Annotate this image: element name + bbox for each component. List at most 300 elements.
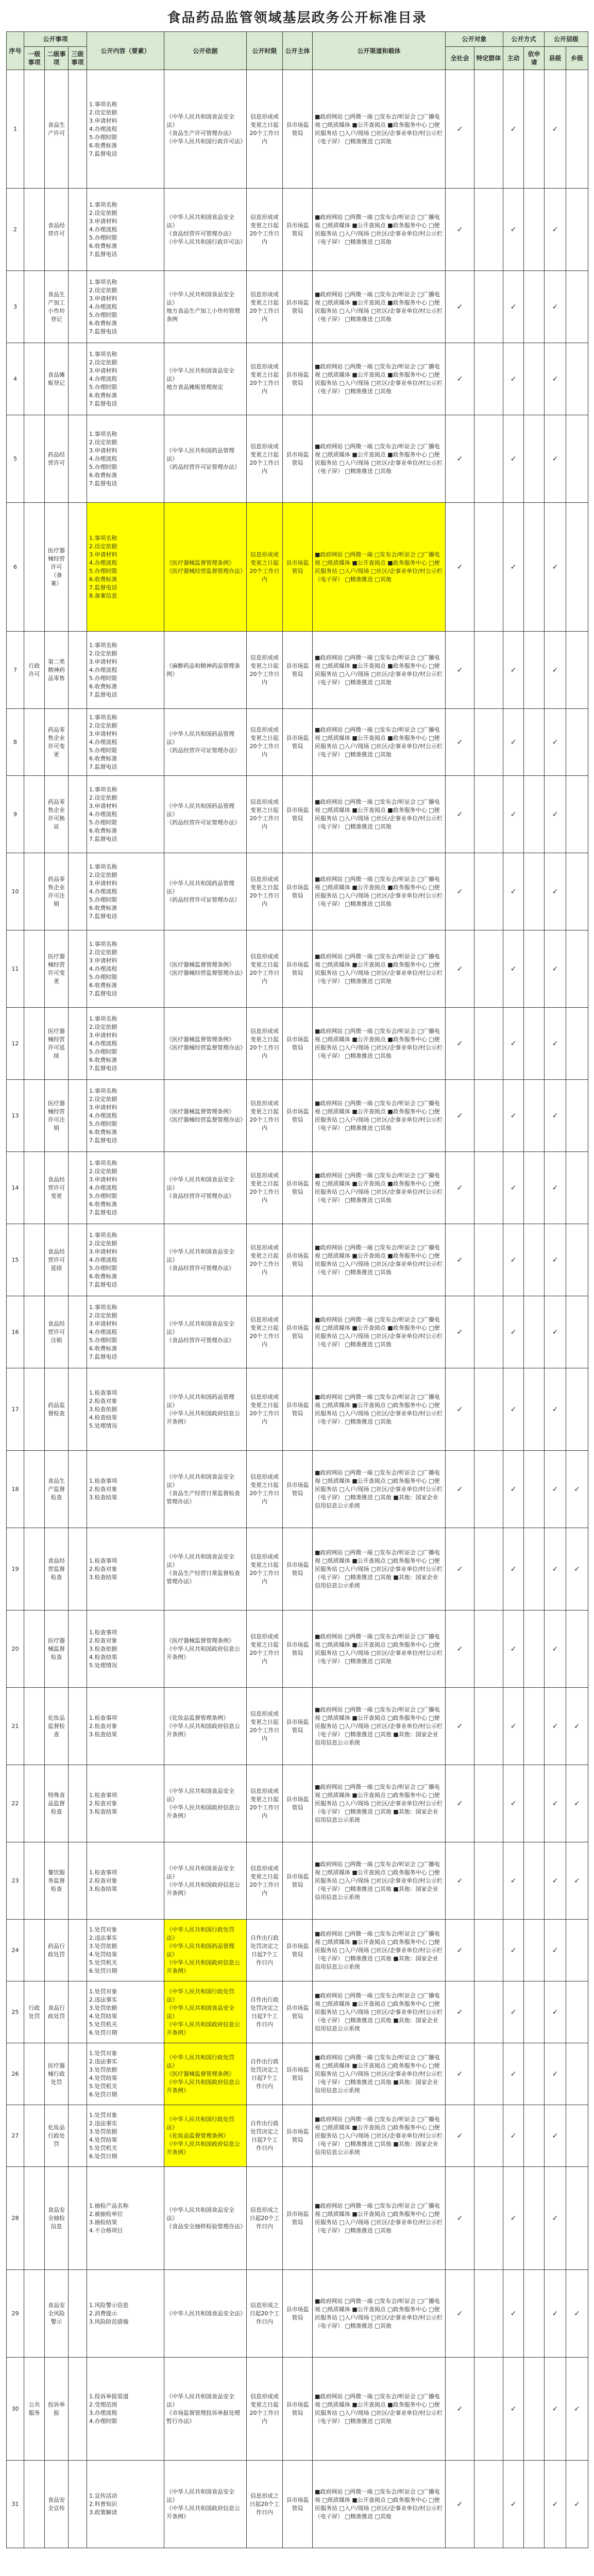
cell-time: 信息形成或变更之日起20个工作日内	[247, 776, 283, 853]
cell-method-apply	[524, 776, 545, 853]
cell-content: 1.事项名称 2.设定依据 3.申请材料 4.办理流程 5.办理时限 6.收费标准 7.监督电话	[87, 632, 164, 709]
cell-item-l2: 食品安全宣传	[45, 2461, 69, 2548]
cell-level-county: ✓	[545, 189, 566, 271]
cell-method-apply	[524, 1688, 545, 1765]
cell-content: 1.检查事项 2.检查对象 3.检查依据 4.检查结果 5.处理情况	[87, 1611, 164, 1688]
cell-item-l1	[24, 1765, 45, 1842]
cell-content: 1.检查事项 2.检查对象 3.检查依据 4.检查结果 5.处理情况	[87, 1368, 164, 1451]
header-method-active: 主动	[503, 47, 524, 70]
cell-level-town	[566, 1981, 588, 2043]
cell-content: 1.抽检产品名称 2.被抽检单位 3.抽检结果 4.不合格项目	[87, 2167, 164, 2270]
cell-obj-specific	[474, 1296, 503, 1368]
cell-subject: 县市场监管局	[283, 2043, 313, 2105]
cell-obj-specific	[474, 776, 503, 853]
table-row	[7, 1981, 588, 2043]
cell-basis: 《中华人民共和国药品管理法》 《药品经营许可证管理办法》	[164, 709, 247, 776]
cell-item-l3	[69, 2105, 87, 2167]
cell-content: 1.事项名称 2.设定依据 3.申请材料 4.办理流程 5.办理时限 6.收费标准 7.监督电话 8.备案信息	[87, 503, 164, 632]
cell-item-l2: 药品行政处罚	[45, 1920, 69, 1981]
cell-basis: 《中华人民共和国食品安全法》 《食品安全抽样检验管理办法》	[164, 2167, 247, 2270]
cell-method-apply	[524, 853, 545, 930]
cell-obj-specific	[474, 2167, 503, 2270]
cell-level-county: ✓	[545, 632, 566, 709]
cell-method-active: ✓	[503, 1688, 524, 1765]
cell-time: 自作出行政处罚决定之日起7个工作日内	[247, 1981, 283, 2043]
cell-item-l2: 医疗器械经营许可变更	[45, 930, 69, 1008]
cell-item-l3	[69, 1152, 87, 1224]
cell-item-l3	[69, 1224, 87, 1296]
cell-time: 信息形成或变更之日起20个工作日内	[247, 1224, 283, 1296]
cell-time: 信息形成之日起20个工作日内	[247, 2167, 283, 2270]
cell-obj-all: ✓	[446, 1368, 474, 1451]
header-item-l1: 一级事项	[24, 47, 45, 70]
cell-method-active: ✓	[503, 632, 524, 709]
cell-basis: 《中华人民共和国食品安全法》 《食品经营许可管理办法》	[164, 1152, 247, 1224]
cell-method-active: ✓	[503, 1765, 524, 1842]
cell-obj-specific	[474, 343, 503, 415]
cell-level-county: ✓	[545, 2461, 566, 2548]
cell-method-apply	[524, 1451, 545, 1528]
cell-item-l2: 药品零售企业许可变更	[45, 709, 69, 776]
cell-obj-specific	[474, 1688, 503, 1765]
table-row	[7, 930, 588, 1008]
cell-time: 信息形成或变更之日起20个工作日内	[247, 1688, 283, 1765]
cell-item-l2: 药品经营许可	[45, 415, 69, 503]
cell-subject: 县市场监管局	[283, 1296, 313, 1368]
cell-level-town: ✓	[566, 1688, 588, 1765]
header-obj-specific: 特定群体	[474, 47, 503, 70]
cell-item-l2: 医疗器械行政处罚	[45, 2043, 69, 2105]
cell-time: 信息形成或变更之日起20个工作日内	[247, 853, 283, 930]
cell-obj-specific	[474, 1611, 503, 1688]
cell-method-apply	[524, 271, 545, 343]
cell-item-l2: 食品生产加工小作坊登记	[45, 271, 69, 343]
cell-basis: 《化妆品监督管理条例》 《中华人民共和国政府信息公开条例》	[164, 1688, 247, 1765]
cell-level-county: ✓	[545, 503, 566, 632]
cell-item-l2: 医疗器械经营许可注销	[45, 1080, 69, 1152]
cell-obj-all: ✓	[446, 503, 474, 632]
cell-method-apply	[524, 632, 545, 709]
cell-no: 28	[7, 2167, 24, 2270]
cell-subject: 县市场监管局	[283, 1688, 313, 1765]
cell-obj-all: ✓	[446, 343, 474, 415]
table-row	[7, 1368, 588, 1451]
cell-content: 1.处罚对象 2.违法事实 3.处罚依据 4.处罚结果 5.处罚机关 6.处罚日期	[87, 2105, 164, 2167]
cell-level-county: ✓	[545, 2167, 566, 2270]
cell-time: 信息形成或变更之日起20个工作日内	[247, 1152, 283, 1224]
header-level: 公开层级	[545, 32, 588, 47]
cell-obj-specific	[474, 2270, 503, 2358]
cell-item-l2: 食品经营许可注销	[45, 1296, 69, 1368]
cell-item-l1	[24, 1368, 45, 1451]
cell-time: 信息形成或变更之日起20个工作日内	[247, 1842, 283, 1920]
cell-method-active: ✓	[503, 1611, 524, 1688]
cell-item-l2: 药品零售企业许可换证	[45, 776, 69, 853]
cell-level-town	[566, 415, 588, 503]
cell-basis: 《中华人民共和国食品安全法》 《食品经营许可管理办法》	[164, 1296, 247, 1368]
cell-method-active: ✓	[503, 1528, 524, 1611]
cell-channel: ■政府网站 □两微一端 □发布会/听证会 □广播电视 □纸质媒体 ■公开查阅点 □政务服务中心 □便民服务站 □入户/现场 □社区/企事业单位/村公示栏（电子屏） □精准推送 □其他 ■其他：国家企业信用信息公示系统	[313, 1981, 446, 2043]
cell-obj-all: ✓	[446, 1920, 474, 1981]
cell-channel: ■政府网站 □两微一端 □发布会/听证会 □广播电视 □纸质媒体 ■公开查阅点 ■政务服务中心 □便民服务站 □入户/现场 □社区/企事业单位/村公示栏（电子屏） □精准推送 □其他	[313, 70, 446, 189]
cell-item-l2: 食品经营许可变更	[45, 1152, 69, 1224]
cell-content: 1.检查事项 2.检查对象 3.检查结果	[87, 1451, 164, 1528]
cell-subject: 县市场监管局	[283, 853, 313, 930]
cell-level-town	[566, 1368, 588, 1451]
cell-content: 1.事项名称 2.设定依据 3.申请材料 4.办理流程 5.办理时限 6.收费标准 7.监督电话	[87, 930, 164, 1008]
cell-subject: 县市场监管局	[283, 1080, 313, 1152]
cell-no: 31	[7, 2461, 24, 2548]
cell-method-active: ✓	[503, 1008, 524, 1080]
cell-obj-all: ✓	[446, 2043, 474, 2105]
table-row	[7, 2358, 588, 2461]
header-content: 公开内容（要素）	[87, 32, 164, 70]
cell-item-l2: 餐饮服务监督检查	[45, 1842, 69, 1920]
cell-no: 2	[7, 189, 24, 271]
cell-obj-specific	[474, 1981, 503, 2043]
cell-basis: 《中华人民共和国食品安全法》 地方食品摊贩管理规定	[164, 343, 247, 415]
cell-obj-all: ✓	[446, 1224, 474, 1296]
cell-channel: ■政府网站 □两微一端 □发布会/听证会 □广播电视 □纸质媒体 ■公开查阅点 □政务服务中心 □便民服务站 □入户/现场 □社区/企事业单位/村公示栏（电子屏） □精准推送 □其他	[313, 2167, 446, 2270]
cell-level-town: ✓	[566, 1765, 588, 1842]
cell-item-l3	[69, 1008, 87, 1080]
cell-item-l1	[24, 930, 45, 1008]
cell-subject: 县市场监管局	[283, 415, 313, 503]
cell-method-active: ✓	[503, 1224, 524, 1296]
table-row	[7, 343, 588, 415]
cell-item-l2: 化妆品监督检查	[45, 1688, 69, 1765]
cell-item-l3	[69, 2167, 87, 2270]
cell-subject: 县市场监管局	[283, 70, 313, 189]
cell-level-town: ✓	[566, 1528, 588, 1611]
header-object: 公开对象	[446, 32, 503, 47]
cell-item-l3	[69, 632, 87, 709]
cell-item-l3	[69, 2043, 87, 2105]
cell-method-active: ✓	[503, 1920, 524, 1981]
cell-method-apply	[524, 1152, 545, 1224]
cell-item-l3	[69, 1981, 87, 2043]
cell-level-county: ✓	[545, 1528, 566, 1611]
cell-item-l1	[24, 1920, 45, 1981]
cell-level-town	[566, 853, 588, 930]
cell-content: 1.检查事项 2.检查对象 3.检查结果	[87, 1842, 164, 1920]
cell-basis: 《中华人民共和国药品管理法》 《药品经营许可证管理办法》	[164, 776, 247, 853]
cell-basis: 《中华人民共和国食品安全法》 《食品经营许可管理办法》 《中华人民共和国行政许可法》	[164, 189, 247, 271]
cell-time: 信息形成或变更之日起20个工作日内	[247, 1296, 283, 1368]
cell-method-active: ✓	[503, 1368, 524, 1451]
header-no: 序号	[7, 32, 24, 70]
cell-time: 自作出行政处罚决定之日起7个工作日内	[247, 2043, 283, 2105]
cell-item-l3	[69, 776, 87, 853]
table-row	[7, 415, 588, 503]
cell-obj-all: ✓	[446, 1008, 474, 1080]
cell-obj-all: ✓	[446, 2270, 474, 2358]
cell-channel: ■政府网站 □两微一端 □发布会/听证会 □广播电视 □纸质媒体 ■公开查阅点 ■政务服务中心 □便民服务站 □入户/现场 □社区/企事业单位/村公示栏（电子屏） □精准推送 □其他	[313, 632, 446, 709]
table-row	[7, 2461, 588, 2548]
cell-method-active: ✓	[503, 2105, 524, 2167]
cell-obj-all: ✓	[446, 1152, 474, 1224]
cell-basis: 《医疗器械监督管理条例》 《中华人民共和国政府信息公开条例》	[164, 1611, 247, 1688]
cell-basis: 《中华人民共和国食品安全法》 《食品生产经营日常监督检查管理办法》	[164, 1528, 247, 1611]
cell-content: 1.事项名称 2.设定依据 3.申请材料 4.办理流程 5.办理时限 6.收费标准 7.监督电话	[87, 1152, 164, 1224]
cell-level-town	[566, 2043, 588, 2105]
cell-basis: 《中华人民共和国食品安全法》 《市场监督管理投诉举报处理暂行办法》	[164, 2358, 247, 2461]
cell-level-county: ✓	[545, 1688, 566, 1765]
cell-subject: 县市场监管局	[283, 189, 313, 271]
cell-method-active: ✓	[503, 1842, 524, 1920]
cell-obj-specific	[474, 930, 503, 1008]
cell-level-town	[566, 1152, 588, 1224]
cell-item-l3	[69, 271, 87, 343]
cell-subject: 县市场监管局	[283, 2270, 313, 2358]
cell-item-l2: 食品生产许可	[45, 70, 69, 189]
cell-obj-specific	[474, 503, 503, 632]
cell-time: 信息形成或变更之日起20个工作日内	[247, 343, 283, 415]
cell-basis: 《中华人民共和国药品管理法》 《中华人民共和国政府信息公开条例》	[164, 1368, 247, 1451]
cell-item-l2: 医疗器械经营许可延续	[45, 1008, 69, 1080]
cell-obj-specific	[474, 2461, 503, 2548]
cell-level-county: ✓	[545, 1920, 566, 1981]
cell-no: 21	[7, 1688, 24, 1765]
cell-level-town	[566, 709, 588, 776]
cell-subject: 县市场监管局	[283, 1152, 313, 1224]
cell-level-county: ✓	[545, 776, 566, 853]
cell-item-l3	[69, 2270, 87, 2358]
table-row	[7, 1296, 588, 1368]
cell-obj-all: ✓	[446, 1688, 474, 1765]
cell-no: 13	[7, 1080, 24, 1152]
cell-subject: 县市场监管局	[283, 1008, 313, 1080]
cell-subject: 县市场监管局	[283, 2358, 313, 2461]
cell-level-county: ✓	[545, 1008, 566, 1080]
cell-item-l3	[69, 1528, 87, 1611]
header-obj-all: 全社会	[446, 47, 474, 70]
cell-obj-specific	[474, 853, 503, 930]
header-subject: 公开主体	[283, 32, 313, 70]
cell-item-l1	[24, 1688, 45, 1765]
cell-channel: ■政府网站 □两微一端 □发布会/听证会 □广播电视 □纸质媒体 ■公开查阅点 □政务服务中心 □便民服务站 □入户/现场 □社区/企事业单位/村公示栏（电子屏） □精准推送 □其他 ■其他：国家企业信用信息公示系统	[313, 1842, 446, 1920]
table-row	[7, 1765, 588, 1842]
cell-method-active: ✓	[503, 70, 524, 189]
cell-method-active: ✓	[503, 1981, 524, 2043]
cell-item-l3	[69, 1688, 87, 1765]
cell-item-l1	[24, 2167, 45, 2270]
cell-time: 信息形成或变更之日起20个工作日内	[247, 632, 283, 709]
cell-subject: 县市场监管局	[283, 2167, 313, 2270]
cell-time: 信息形成或变更之日起20个工作日内	[247, 1368, 283, 1451]
cell-level-county: ✓	[545, 2105, 566, 2167]
cell-item-l1	[24, 1080, 45, 1152]
cell-item-l3	[69, 1765, 87, 1842]
cell-item-l1	[24, 415, 45, 503]
cell-level-county: ✓	[545, 2358, 566, 2461]
cell-basis: 《中华人民共和国食品安全法》 《食品生产许可管理办法》 《中华人民共和国行政许可法》	[164, 70, 247, 189]
cell-method-active: ✓	[503, 930, 524, 1008]
cell-level-county: ✓	[545, 2270, 566, 2358]
cell-time: 信息形成或变更之日起20个工作日内	[247, 1451, 283, 1528]
cell-obj-all: ✓	[446, 2105, 474, 2167]
cell-method-apply	[524, 2461, 545, 2548]
cell-level-county: ✓	[545, 930, 566, 1008]
cell-method-apply	[524, 1611, 545, 1688]
cell-item-l2: 食品经营许可	[45, 189, 69, 271]
cell-subject: 县市场监管局	[283, 2105, 313, 2167]
cell-basis: 《中华人民共和国行政处罚法》 《中华人民共和国药品管理法》 《中华人民共和国政府信息公开条例》	[164, 1920, 247, 1981]
cell-no: 11	[7, 930, 24, 1008]
cell-item-l1	[24, 853, 45, 930]
cell-level-town: ✓	[566, 2358, 588, 2461]
table-body	[7, 70, 588, 2548]
cell-level-town	[566, 2167, 588, 2270]
cell-level-county: ✓	[545, 70, 566, 189]
cell-subject: 县市场监管局	[283, 343, 313, 415]
cell-channel: ■政府网站 □两微一端 □发布会/听证会 □广播电视 □纸质媒体 ■公开查阅点 ■政务服务中心 □便民服务站 □入户/现场 □社区/企事业单位/村公示栏（电子屏） □精准推送 □其他	[313, 415, 446, 503]
cell-obj-specific	[474, 1152, 503, 1224]
cell-level-county: ✓	[545, 1451, 566, 1528]
table-row	[7, 1224, 588, 1296]
cell-obj-all: ✓	[446, 930, 474, 1008]
cell-level-town: ✓	[566, 2270, 588, 2358]
cell-item-l2: 第二类精神药品零售	[45, 632, 69, 709]
cell-obj-all: ✓	[446, 632, 474, 709]
cell-item-l3	[69, 1080, 87, 1152]
cell-obj-specific	[474, 1368, 503, 1451]
cell-content: 1.检查事项 2.检查对象 3.检查结果	[87, 1688, 164, 1765]
cell-level-town	[566, 1008, 588, 1080]
cell-time: 信息形成或变更之日起20个工作日内	[247, 1528, 283, 1611]
cell-method-apply	[524, 1368, 545, 1451]
cell-method-apply	[524, 2043, 545, 2105]
cell-obj-specific	[474, 189, 503, 271]
cell-level-town	[566, 271, 588, 343]
cell-obj-all: ✓	[446, 189, 474, 271]
cell-obj-specific	[474, 1008, 503, 1080]
cell-method-active: ✓	[503, 2358, 524, 2461]
cell-method-active: ✓	[503, 853, 524, 930]
cell-channel: ■政府网站 □两微一端 □发布会/听证会 □广播电视 □纸质媒体 ■公开查阅点 ■政务服务中心 □便民服务站 □入户/现场 □社区/企事业单位/村公示栏（电子屏） □精准推送 □其他	[313, 776, 446, 853]
cell-no: 6	[7, 503, 24, 632]
cell-channel: ■政府网站 □两微一端 □发布会/听证会 □广播电视 □纸质媒体 ■公开查阅点 ■政务服务中心 □便民服务站 □入户/现场 □社区/企事业单位/村公示栏（电子屏） □精准推送 □其他	[313, 503, 446, 632]
cell-item-l1	[24, 2043, 45, 2105]
cell-item-l3	[69, 1368, 87, 1451]
cell-level-town: ✓	[566, 2461, 588, 2548]
cell-time: 信息形成之日起20个工作日内	[247, 2461, 283, 2548]
table-row	[7, 1611, 588, 1688]
cell-content: 1.事项名称 2.设定依据 3.申请材料 4.办理流程 5.办理时限 6.收费标准 7.监督电话	[87, 1296, 164, 1368]
cell-obj-all: ✓	[446, 415, 474, 503]
table-row	[7, 1080, 588, 1152]
cell-time: 信息形成或变更之日起20个工作日内	[247, 503, 283, 632]
table-row	[7, 271, 588, 343]
cell-level-town	[566, 632, 588, 709]
table-row	[7, 189, 588, 271]
cell-item-l2: 食品生产监督检查	[45, 1451, 69, 1528]
table-row	[7, 1688, 588, 1765]
cell-basis: 《中华人民共和国药品管理法》 《药品经营许可证管理办法》	[164, 853, 247, 930]
cell-no: 20	[7, 1611, 24, 1688]
cell-basis: 《中华人民共和国行政处罚法》 《医疗器械监督管理条例》 《中华人民共和国政府信息公开条例》	[164, 2043, 247, 2105]
cell-item-l2: 医疗器械经营许可（备案）	[45, 503, 69, 632]
cell-time: 信息形成或变更之日起20个工作日内	[247, 1008, 283, 1080]
cell-method-apply	[524, 343, 545, 415]
cell-item-l1: 行政许可	[24, 632, 45, 709]
cell-subject: 县市场监管局	[283, 1765, 313, 1842]
cell-time: 信息形成或变更之日起20个工作日内	[247, 1611, 283, 1688]
cell-channel: ■政府网站 □两微一端 □发布会/听证会 □广播电视 □纸质媒体 ■公开查阅点 □政务服务中心 □便民服务站 □入户/现场 □社区/企事业单位/村公示栏（电子屏） □精准推送 □其他 ■其他：国家企业信用信息公示系统	[313, 2105, 446, 2167]
cell-level-county: ✓	[545, 1765, 566, 1842]
cell-method-apply	[524, 1008, 545, 1080]
table-row	[7, 1528, 588, 1611]
cell-level-county: ✓	[545, 853, 566, 930]
cell-basis: 《医疗器械监督管理条例》 《医疗器械经营监督管理办法》	[164, 503, 247, 632]
cell-basis: 《中华人民共和国食品安全法》 《食品经营许可管理办法》	[164, 1224, 247, 1296]
cell-item-l1	[24, 2105, 45, 2167]
cell-channel: ■政府网站 □两微一端 □发布会/听证会 □广播电视 □纸质媒体 ■公开查阅点 ■政务服务中心 □便民服务站 □入户/现场 □社区/企事业单位/村公示栏（电子屏） □精准推送 □其他	[313, 1152, 446, 1224]
cell-method-apply	[524, 1842, 545, 1920]
table-row	[7, 2105, 588, 2167]
cell-no: 3	[7, 271, 24, 343]
cell-no: 24	[7, 1920, 24, 1981]
cell-level-town: ✓	[566, 1451, 588, 1528]
cell-subject: 县市场监管局	[283, 2461, 313, 2548]
cell-method-apply	[524, 189, 545, 271]
cell-no: 9	[7, 776, 24, 853]
cell-time: 信息形成或变更之日起20个工作日内	[247, 70, 283, 189]
cell-obj-all: ✓	[446, 1842, 474, 1920]
cell-obj-all: ✓	[446, 1981, 474, 2043]
cell-channel: ■政府网站 □两微一端 □发布会/听证会 □广播电视 □纸质媒体 ■公开查阅点 □政务服务中心 □便民服务站 □入户/现场 □社区/企事业单位/村公示栏（电子屏） □精准推送 □其他 ■其他：国家企业信用信息公示系统	[313, 1688, 446, 1765]
cell-no: 30	[7, 2358, 24, 2461]
cell-content: 1.事项名称 2.设定依据 3.申请材料 4.办理流程 5.办理时限 6.收费标准 7.监督电话	[87, 776, 164, 853]
cell-subject: 县市场监管局	[283, 1981, 313, 2043]
cell-item-l1	[24, 1152, 45, 1224]
cell-level-county: ✓	[545, 415, 566, 503]
cell-obj-specific	[474, 1080, 503, 1152]
cell-obj-specific	[474, 1528, 503, 1611]
cell-subject: 县市场监管局	[283, 1451, 313, 1528]
cell-time: 信息形成之日起20个工作日内	[247, 2270, 283, 2358]
cell-obj-specific	[474, 70, 503, 189]
cell-no: 14	[7, 1152, 24, 1224]
cell-channel: ■政府网站 □两微一端 □发布会/听证会 □广播电视 □纸质媒体 ■公开查阅点 ■政务服务中心 □便民服务站 □入户/现场 □社区/企事业单位/村公示栏（电子屏） □精准推送 □其他	[313, 1296, 446, 1368]
cell-obj-all: ✓	[446, 1080, 474, 1152]
cell-channel: ■政府网站 □两微一端 □发布会/听证会 □广播电视 □纸质媒体 ■公开查阅点 ■政务服务中心 □便民服务站 □入户/现场 □社区/企事业单位/村公示栏（电子屏） □精准推送 □其他	[313, 1080, 446, 1152]
cell-item-l3	[69, 1451, 87, 1528]
cell-method-apply	[524, 930, 545, 1008]
cell-subject: 县市场监管局	[283, 1368, 313, 1451]
header-item-l2: 二级事项	[45, 47, 69, 70]
cell-level-county: ✓	[545, 709, 566, 776]
cell-level-town	[566, 343, 588, 415]
header-basis: 公开依据	[164, 32, 247, 70]
cell-basis: 《中华人民共和国行政处罚法》 《化妆品监督管理条例》 《中华人民共和国政府信息公开条例》	[164, 2105, 247, 2167]
cell-content: 1.事项名称 2.设定依据 3.申请材料 4.办理流程 5.办理时限 6.收费标准 7.监督电话	[87, 70, 164, 189]
table-row	[7, 776, 588, 853]
cell-level-county: ✓	[545, 1368, 566, 1451]
cell-level-county: ✓	[545, 1080, 566, 1152]
cell-level-town	[566, 1296, 588, 1368]
cell-basis: 《麻醉药品和精神药品管理条例》	[164, 632, 247, 709]
cell-item-l2: 特殊食品监督检查	[45, 1765, 69, 1842]
cell-item-l1	[24, 1528, 45, 1611]
cell-no: 26	[7, 2043, 24, 2105]
cell-item-l3	[69, 1842, 87, 1920]
cell-content: 1.事项名称 2.设定依据 3.申请材料 4.办理流程 5.办理时限 6.收费标准 7.监督电话	[87, 709, 164, 776]
cell-obj-specific	[474, 709, 503, 776]
cell-item-l3	[69, 1296, 87, 1368]
cell-level-county: ✓	[545, 1842, 566, 1920]
table-row	[7, 1451, 588, 1528]
